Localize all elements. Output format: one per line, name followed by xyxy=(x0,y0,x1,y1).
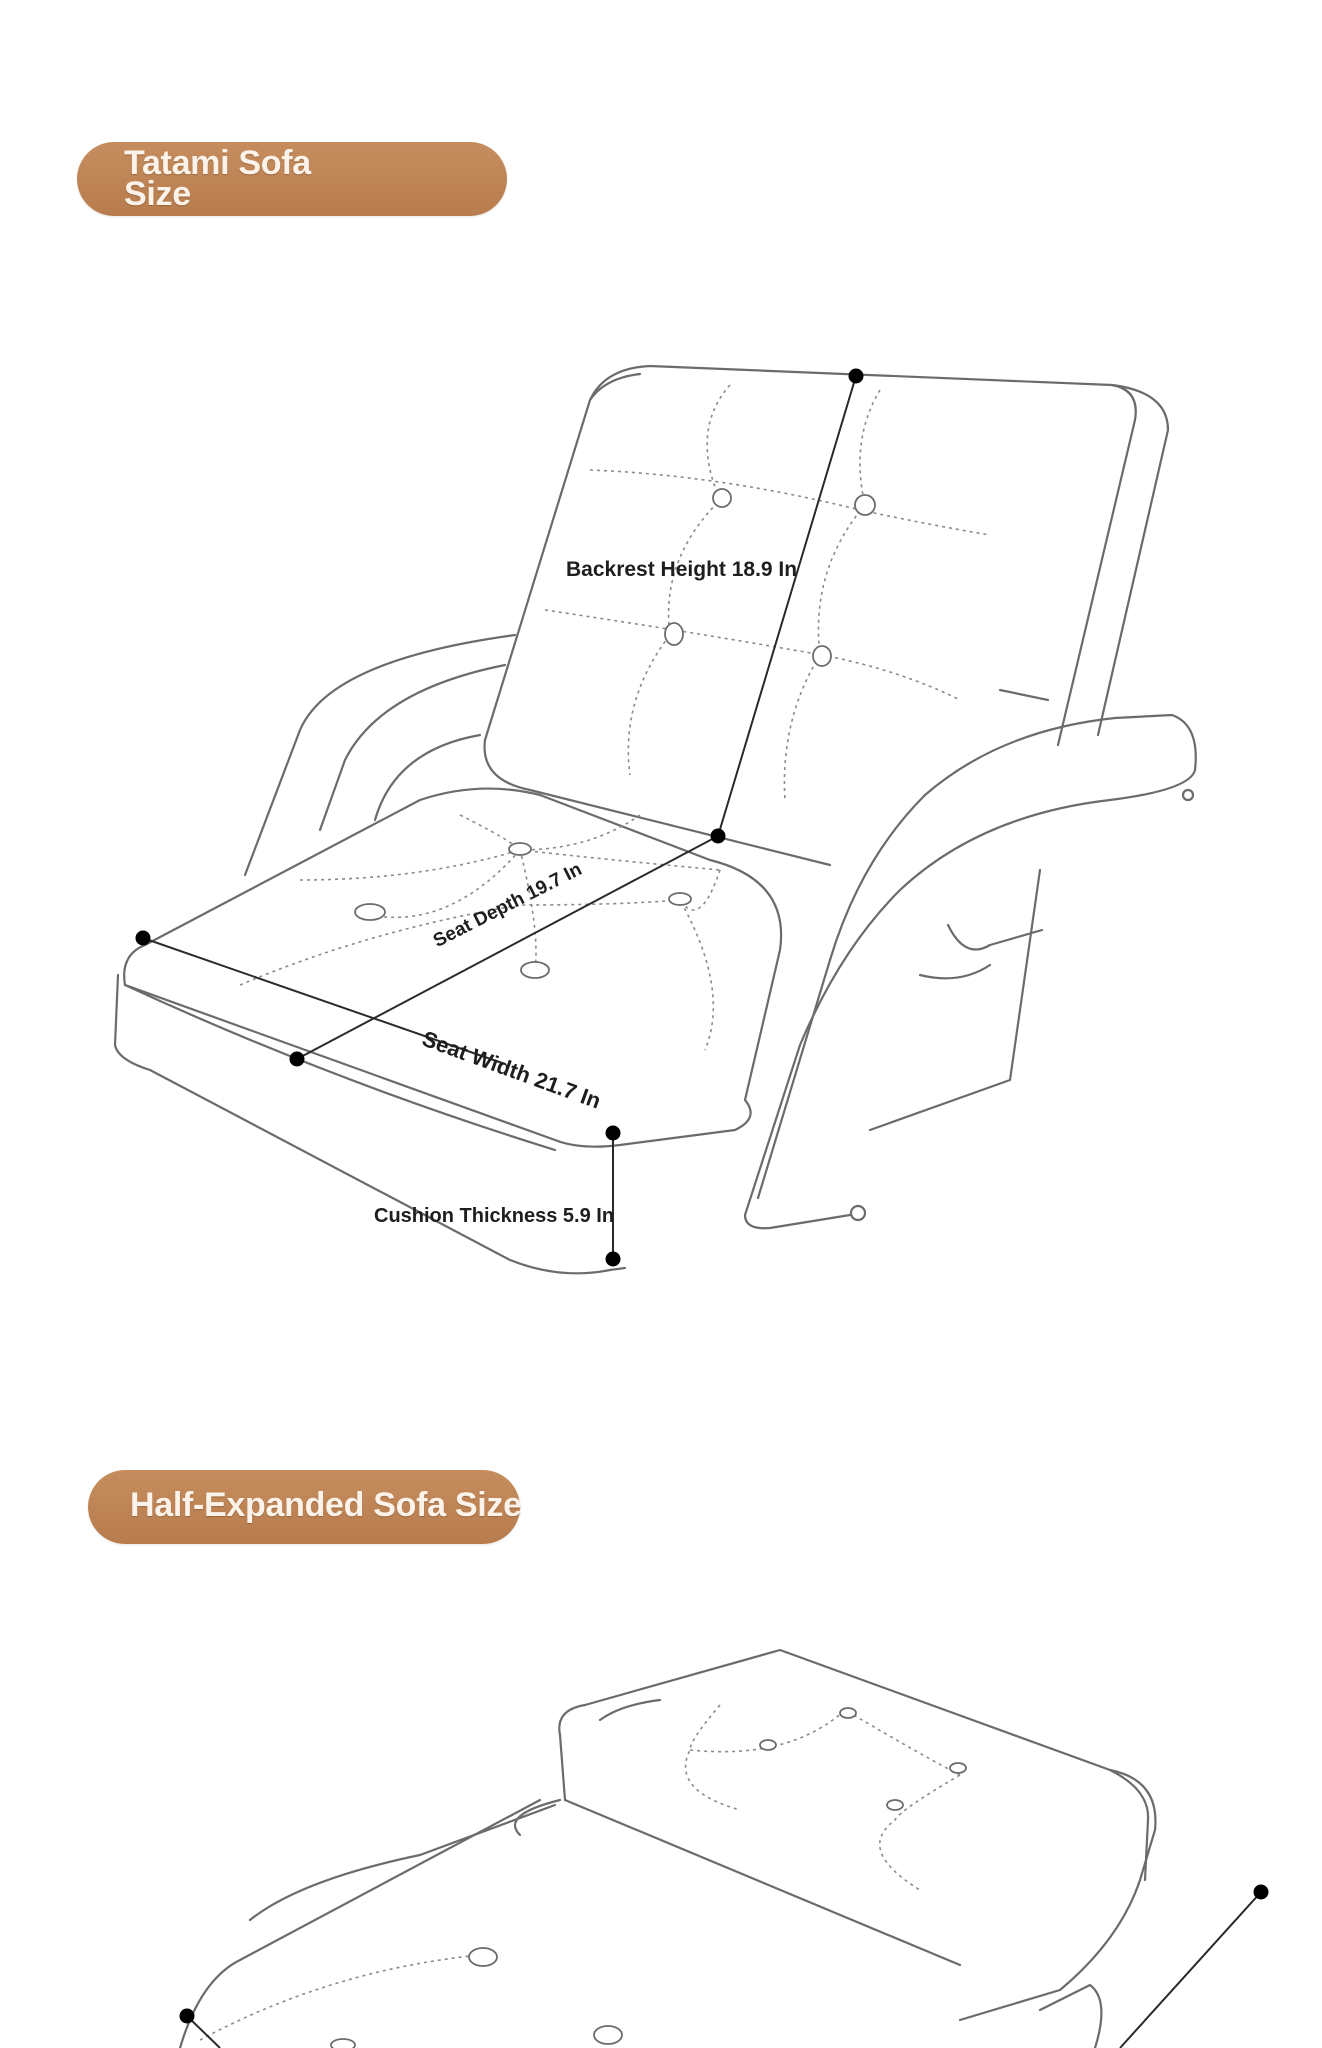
backrest-height-label: Backrest Height 18.9 In xyxy=(566,558,798,581)
half-expanded-length-line xyxy=(1120,1892,1261,2048)
section-title-half-expanded: Half-Expanded Sofa Size xyxy=(130,1486,522,1524)
seat-cushion xyxy=(124,789,781,1147)
backrest-outline xyxy=(485,366,1136,745)
seat-depth-line xyxy=(297,836,718,1059)
seat-depth-label: Seat Depth 19.7 In xyxy=(430,858,586,952)
seat-width-label: Seat Width 21.7 In xyxy=(418,1025,605,1114)
folded-backrest xyxy=(559,1650,1148,1880)
section-title-tatami: Tatami Sofa Size xyxy=(124,144,311,213)
cushion-thickness-label: Cushion Thickness 5.9 In xyxy=(374,1205,615,1227)
half-seat xyxy=(180,1800,540,2048)
right-armrest xyxy=(745,715,1196,1228)
backrest-height-line xyxy=(718,376,856,836)
